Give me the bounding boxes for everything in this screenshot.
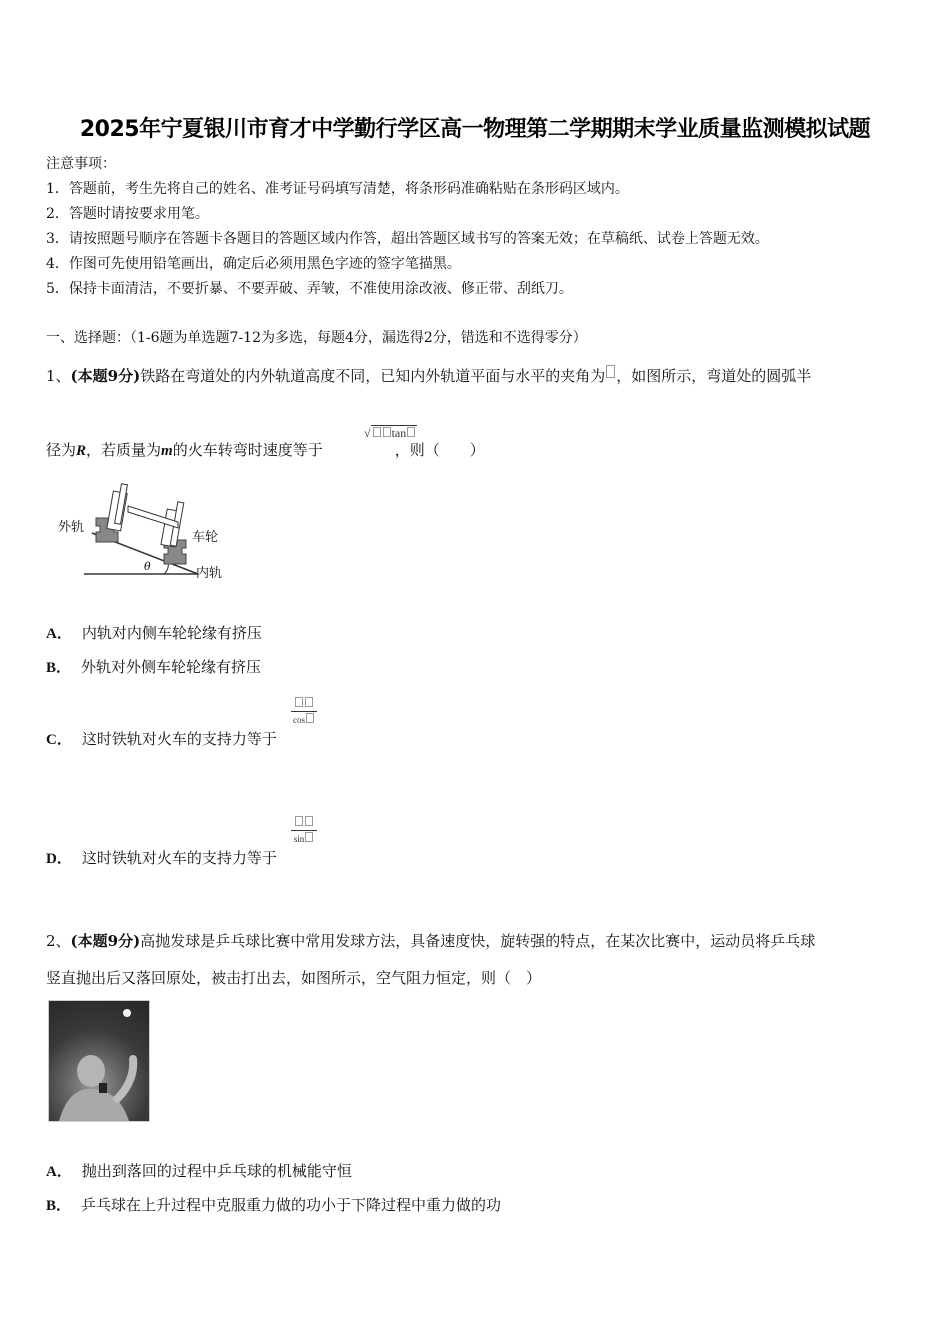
label-inner-rail: 内轨 [196,566,223,581]
missing-glyph-icon [306,713,314,723]
sqrt-icon: √ [364,426,371,440]
label-angle-theta: θ [144,560,151,573]
question-text-end: ，则（ ） [394,441,485,459]
missing-glyph-icon [305,832,313,842]
question-score: (本题9分) [70,932,141,950]
missing-glyph-icon [373,427,381,437]
table-tennis-serve-photo [48,1000,150,1122]
sin-text: sin [293,834,305,844]
option-text: 这时铁轨对火车的支持力等于 [81,730,277,748]
question-1-option-a[interactable] [46,622,262,643]
missing-glyph-icon [606,365,615,378]
option-text: 内轨对内侧车轮轮缘有挤压 [81,624,262,642]
variable-R: R [76,443,87,459]
variable-m: m [161,443,173,459]
missing-glyph-icon [407,427,415,437]
exam-title: 2025年宁夏银川市育才中学勤行学区高一物理第二学期期末学业质量监测模拟试题 [79,117,871,142]
question-2-option-b[interactable] [46,1194,501,1215]
label-wheel: 车轮 [192,530,219,545]
notice-item-5: 5．保持卡面清洁，不要折暴、不要弄破、弄皱，不准使用涂改液、修正带、刮纸刀。 [46,281,573,297]
option-letter: B． [46,1198,72,1214]
notice-item-3: 3．请按照题号顺序在答题卡各题目的答题区域内作答，超出答题区域书写的答案无效；在草稿纸、试卷上答题无效。 [46,231,769,247]
option-text: 外轨对外侧车轮轮缘有挤压 [81,658,262,676]
option-text: 乒乓球在上升过程中克服重力做的功小于下降过程中重力做的功 [81,1196,502,1214]
sqrt-formula [364,426,417,441]
missing-glyph-icon [295,816,303,826]
fraction-mg-over-sin [291,816,317,844]
option-letter: A． [46,626,72,642]
missing-glyph-icon [295,697,303,707]
question-1-option-c[interactable] [46,728,277,749]
notice-item-4: 4．作图可先使用铅笔画出，确定后必须用黑色字迹的签字笔描黑。 [46,256,461,272]
missing-glyph-icon [305,816,313,826]
missing-glyph-icon [305,697,313,707]
notice-item-2: 2．答题时请按要求用笔。 [46,206,209,222]
question-1-option-d[interactable] [46,847,277,868]
notice-heading: 注意事项： [46,156,116,172]
cos-text: cos [293,715,305,725]
section-heading: 一、选择题：（1-6题为单选题7-12为多选，每题4分，漏选得2分，错选和不选得零分） [46,330,587,346]
option-letter: C． [46,732,72,748]
option-letter: A． [46,1164,72,1180]
question-2-option-a[interactable] [46,1160,352,1181]
question-text: 铁路在弯道处的内外轨道高度不同，已知内外轨道平面与水平的夹角为 [140,367,606,385]
question-score: (本题9分) [70,367,141,385]
question-1-option-b[interactable] [46,656,261,677]
question-2-line2 [46,967,541,988]
player-serving-image-icon [49,1001,149,1121]
tan-text: tan [391,426,407,440]
question-1-line2 [46,439,485,460]
question-2-line1 [46,930,815,951]
question-text: 竖直抛出后又落回原处，被击打出去，如图所示，空气阻力恒定，则（ ） [46,969,542,987]
question-text: ，若质量为 [86,441,162,459]
question-text-end: ，如图所示，弯道处的圆弧半 [616,367,812,385]
option-text: 这时铁轨对火车的支持力等于 [81,849,277,867]
label-outer-rail: 外轨 [58,520,85,535]
question-text: 高抛发球是乒乓球比赛中常用发球方法，具备速度快，旋转强的特点，在某次比赛中，运动员将乒乓球 [140,932,816,950]
option-letter: B． [46,660,72,676]
missing-glyph-icon [383,427,391,437]
notice-item-1: 1．答题前，考生先将自己的姓名、准考证号码填写清楚，将条形码准确粘贴在条形码区域内。 [46,181,629,197]
question-text: 的火车转弯时速度等于 [172,441,323,459]
question-text: 径为 [46,441,77,459]
option-text: 抛出到落回的过程中乒乓球的机械能守恒 [81,1162,352,1180]
question-number: 1、 [46,367,71,385]
option-letter: D． [46,851,72,867]
fraction-mg-over-cos [291,697,317,725]
railway-curve-diagram [56,478,236,582]
question-1-line1 [46,365,811,386]
question-number: 2、 [46,932,71,950]
